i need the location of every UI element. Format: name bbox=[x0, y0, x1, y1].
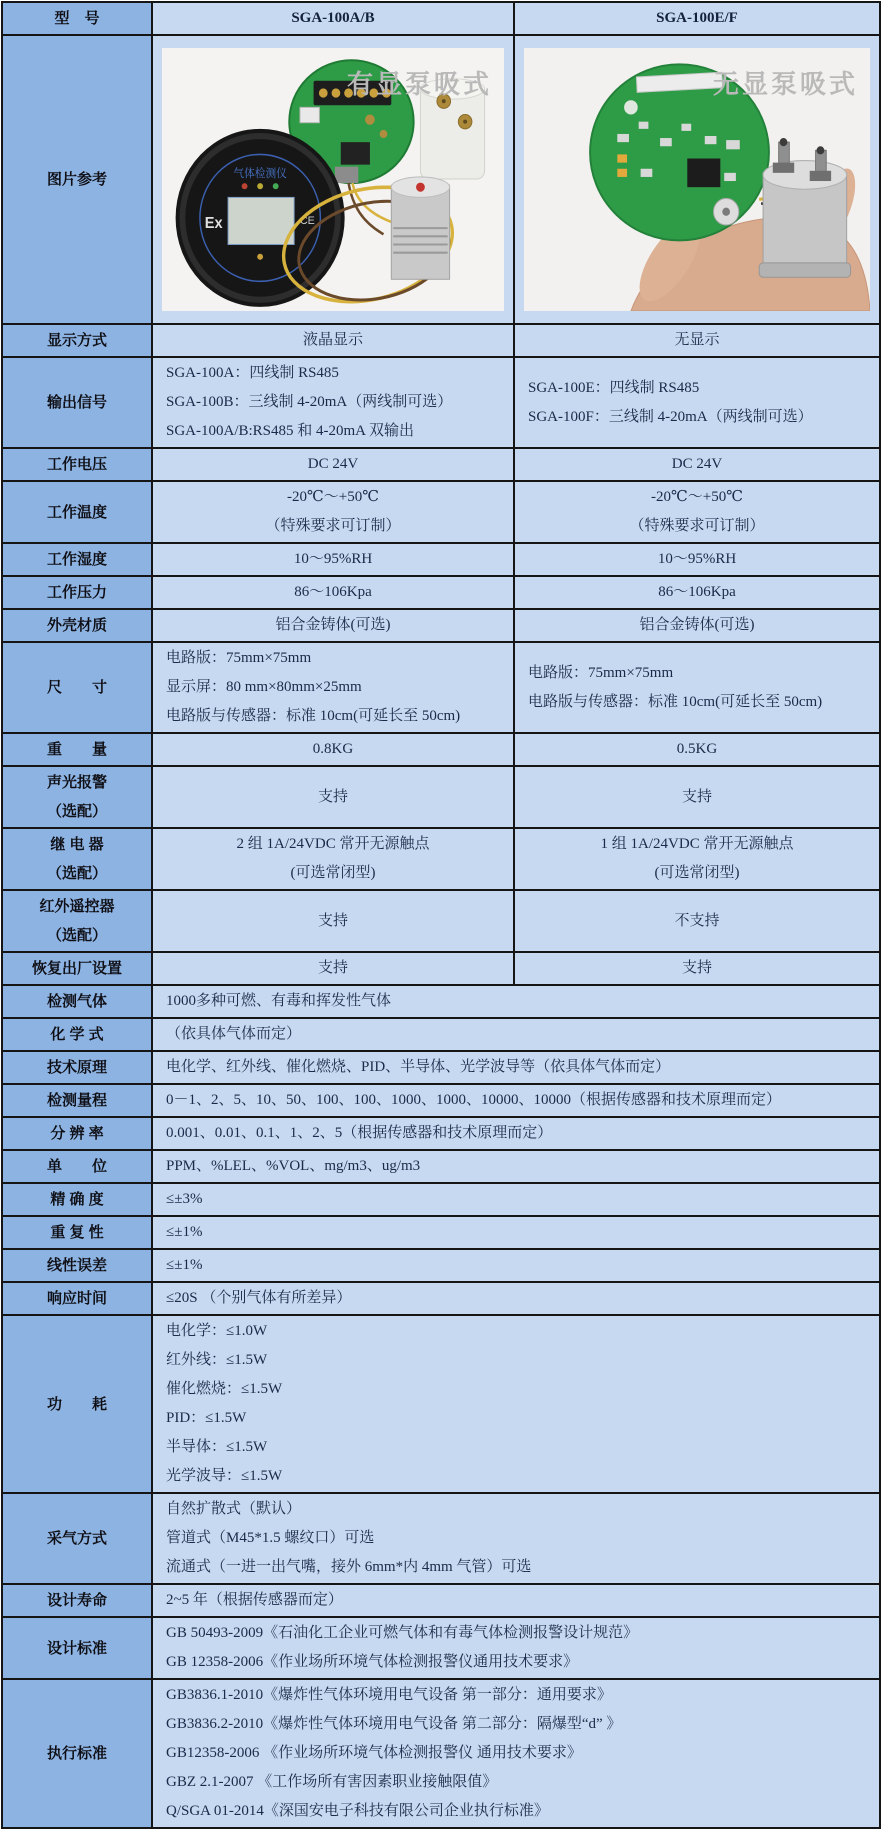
spec-row-technical-principle bbox=[2, 1051, 880, 1084]
value-line: 2 组 1A/24VDC 常开无源触点 bbox=[236, 836, 430, 852]
row-label-text: 继 电 器 bbox=[50, 836, 104, 853]
value-line: 86～106Kpa bbox=[294, 584, 372, 600]
row-label-text: 红外遥控器 bbox=[39, 898, 115, 915]
row-label-text: 单 位 bbox=[46, 1158, 107, 1175]
spec-row-design-life bbox=[2, 1584, 880, 1617]
row-label-chemical-formula bbox=[2, 1018, 152, 1051]
value-line: ≤±3% bbox=[166, 1191, 203, 1207]
row-value-design-life bbox=[152, 1584, 880, 1617]
spec-row-response-time bbox=[2, 1282, 880, 1315]
value-line: 86～106Kpa bbox=[658, 584, 736, 600]
spec-row-chemical-formula bbox=[2, 1018, 880, 1051]
spec-row-repeatability bbox=[2, 1216, 880, 1249]
spec-row-display-mode bbox=[2, 324, 880, 357]
row-label-housing-material bbox=[2, 609, 152, 642]
spec-row-sampling-method bbox=[2, 1493, 880, 1584]
row-label-text: 声光报警 bbox=[46, 774, 107, 791]
product-photo-sga-100ab bbox=[162, 48, 504, 311]
row-label-text: 工作湿度 bbox=[46, 551, 107, 568]
row-value-relay-col1 bbox=[152, 828, 514, 890]
row-value-working-pressure-col2 bbox=[514, 576, 880, 609]
row-label-text: 恢复出厂设置 bbox=[31, 960, 122, 977]
spec-row-dimensions bbox=[2, 642, 880, 733]
row-value-detection-range bbox=[152, 1084, 880, 1117]
row-value-working-voltage-col1 bbox=[152, 448, 514, 481]
row-value-sampling-method bbox=[152, 1493, 880, 1584]
row-label-ir-remote bbox=[2, 890, 152, 952]
value-line: (可选常闭型) bbox=[290, 865, 376, 881]
row-value-design-standard bbox=[152, 1617, 880, 1679]
row-value-dimensions-col1 bbox=[152, 642, 514, 733]
row-label-text: 分 辨 率 bbox=[50, 1125, 104, 1142]
value-line: 红外线：≤1.5W bbox=[166, 1352, 268, 1368]
spec-row-executive-standard bbox=[2, 1679, 880, 1828]
row-label-text: 重 复 性 bbox=[50, 1224, 104, 1241]
row-value-working-humidity-col1 bbox=[152, 543, 514, 576]
spec-row-working-voltage bbox=[2, 448, 880, 481]
row-label-linearity-error bbox=[2, 1249, 152, 1282]
value-line: 电化学、红外线、催化燃烧、PID、半导体、光学波导等（依具体气体而定） bbox=[166, 1059, 671, 1075]
value-line: （特殊要求可订制） bbox=[629, 518, 765, 534]
spec-row-working-temperature bbox=[2, 481, 880, 543]
row-label-working-pressure bbox=[2, 576, 152, 609]
value-line: SGA-100F：三线制 4-20mA（两线制可选） bbox=[528, 408, 813, 425]
value-line: SGA-100A/B:RS485 和 4-20mA 双输出 bbox=[166, 423, 414, 439]
row-value-housing-material-col2 bbox=[514, 609, 880, 642]
value-line: GB 12358-2006《作业场所环境气体检测报警仪通用技术要求》 bbox=[166, 1654, 579, 1670]
value-line: 10～95%RH bbox=[293, 551, 373, 567]
row-label-text: 尺 寸 bbox=[46, 679, 107, 696]
row-value-ir-remote-col1 bbox=[152, 890, 514, 952]
spec-table bbox=[1, 1, 881, 1829]
row-label-text: 线性误差 bbox=[46, 1257, 107, 1274]
value-line: （特殊要求可订制） bbox=[265, 518, 401, 534]
row-label-factory-reset bbox=[2, 952, 152, 985]
model-row-label: 型 号 bbox=[2, 2, 152, 35]
row-label-text: 工作温度 bbox=[46, 503, 107, 521]
model-a-header: SGA-100A/B bbox=[152, 2, 514, 35]
row-value-audible-visual-alarm-col2 bbox=[514, 766, 880, 828]
row-value-executive-standard bbox=[152, 1679, 880, 1828]
row-value-working-temperature-col1 bbox=[152, 481, 514, 543]
row-label-text: 功 耗 bbox=[46, 1395, 107, 1413]
value-line: DC 24V bbox=[671, 456, 723, 472]
value-line: 支持 bbox=[317, 788, 348, 805]
value-line: 1000多种可燃、有毒和挥发性气体 bbox=[166, 993, 392, 1009]
value-line: (可选常闭型) bbox=[654, 865, 740, 881]
row-value-working-humidity-col2 bbox=[514, 543, 880, 576]
image-reference-row bbox=[2, 35, 880, 324]
row-label-text: 输出信号 bbox=[46, 394, 107, 411]
value-line: 0.5KG bbox=[676, 741, 718, 757]
row-value-repeatability bbox=[152, 1216, 880, 1249]
image-row-label: 图片参考 bbox=[2, 35, 152, 324]
value-line: 支持 bbox=[317, 960, 348, 976]
spec-row-resolution bbox=[2, 1117, 880, 1150]
product-photo-sga-100ef bbox=[524, 48, 870, 311]
photo-a-watermark: 有显泵吸式 bbox=[346, 69, 492, 99]
value-line: 支持 bbox=[317, 912, 348, 929]
row-label-executive-standard bbox=[2, 1679, 152, 1828]
row-value-response-time bbox=[152, 1282, 880, 1315]
row-label-accuracy bbox=[2, 1183, 152, 1216]
photo-b-watermark: 无显泵吸式 bbox=[712, 69, 858, 99]
row-label-text: （选配） bbox=[46, 803, 107, 820]
spec-row-design-standard bbox=[2, 1617, 880, 1679]
row-label-power-consumption bbox=[2, 1315, 152, 1493]
row-label-text: 执行标准 bbox=[46, 1745, 107, 1762]
value-line: 支持 bbox=[681, 788, 712, 805]
row-label-text: 采气方式 bbox=[46, 1530, 107, 1547]
value-line: SGA-100B：三线制 4-20mA（两线制可选） bbox=[166, 394, 453, 410]
spec-row-detection-range bbox=[2, 1084, 880, 1117]
value-line: GB12358-2006 《作业场所环境气体检测报警仪 通用技术要求》 bbox=[166, 1745, 582, 1761]
row-value-output-signal-col2 bbox=[514, 357, 880, 448]
value-line: GB3836.2-2010《爆炸性气体环境用电气设备 第二部分：隔爆型“d” 》 bbox=[166, 1716, 622, 1732]
row-value-detected-gas bbox=[152, 985, 880, 1018]
row-label-display-mode bbox=[2, 324, 152, 357]
row-label-weight bbox=[2, 733, 152, 766]
row-value-housing-material-col1 bbox=[152, 609, 514, 642]
row-value-power-consumption bbox=[152, 1315, 880, 1493]
value-line: 电路版与传感器：标准 10cm(可延长至 50cm) bbox=[166, 708, 461, 724]
value-line: PPM、%LEL、%VOL、mg/m3、ug/m3 bbox=[166, 1158, 421, 1174]
row-label-text: 技术原理 bbox=[46, 1059, 107, 1076]
row-label-output-signal bbox=[2, 357, 152, 448]
row-value-output-signal-col1 bbox=[152, 357, 514, 448]
model-b-header: SGA-100E/F bbox=[514, 2, 880, 35]
value-line: GB 50493-2009《石油化工企业可燃气体和有毒气体检测报警设计规范》 bbox=[166, 1625, 639, 1641]
header-row bbox=[2, 2, 880, 35]
spec-row-unit bbox=[2, 1150, 880, 1183]
row-value-factory-reset-col1 bbox=[152, 952, 514, 985]
row-label-text: 外壳材质 bbox=[46, 617, 107, 634]
value-line: （依具体气体而定） bbox=[166, 1026, 302, 1042]
row-value-linearity-error bbox=[152, 1249, 880, 1282]
value-line: GB3836.1-2010《爆炸性气体环境用电气设备 第一部分：通用要求》 bbox=[166, 1687, 612, 1703]
row-value-working-temperature-col2 bbox=[514, 481, 880, 543]
row-label-dimensions bbox=[2, 642, 152, 733]
spec-row-power-consumption bbox=[2, 1315, 880, 1493]
value-line: ≤±1% bbox=[166, 1224, 203, 1240]
row-value-dimensions-col2 bbox=[514, 642, 880, 733]
value-line: 无显示 bbox=[674, 332, 720, 348]
value-line: 0.001、0.01、0.1、1、2、5（根据传感器和技术原理而定） bbox=[166, 1125, 553, 1141]
value-line: 10～95%RH bbox=[657, 551, 737, 567]
row-label-text: 检测量程 bbox=[46, 1092, 107, 1109]
row-value-accuracy bbox=[152, 1183, 880, 1216]
spec-row-accuracy bbox=[2, 1183, 880, 1216]
row-label-text: 响应时间 bbox=[46, 1290, 107, 1307]
row-label-technical-principle bbox=[2, 1051, 152, 1084]
value-line: 电路版与传感器：标准 10cm(可延长至 50cm) bbox=[528, 693, 823, 710]
value-line: 铝合金铸体(可选) bbox=[275, 617, 391, 633]
value-line: Q/SGA 01-2014《深国安电子科技有限公司企业执行标准》 bbox=[166, 1803, 549, 1819]
detector-ex-mark: Ex bbox=[204, 214, 223, 233]
row-value-display-mode-col2 bbox=[514, 324, 880, 357]
spec-row-factory-reset bbox=[2, 952, 880, 985]
spec-row-relay bbox=[2, 828, 880, 890]
value-line: 铝合金铸体(可选) bbox=[639, 617, 755, 633]
row-value-ir-remote-col2 bbox=[514, 890, 880, 952]
row-label-working-humidity bbox=[2, 543, 152, 576]
row-label-working-voltage bbox=[2, 448, 152, 481]
value-line: 支持 bbox=[681, 960, 712, 976]
product-photo-cell-a bbox=[152, 35, 514, 324]
row-label-design-standard bbox=[2, 1617, 152, 1679]
row-label-text: （选配） bbox=[46, 865, 107, 882]
value-line: 管道式（M45*1.5 螺纹口）可选 bbox=[166, 1530, 375, 1546]
spec-row-detected-gas bbox=[2, 985, 880, 1018]
spec-row-weight bbox=[2, 733, 880, 766]
row-value-weight-col1 bbox=[152, 733, 514, 766]
value-line: 半导体：≤1.5W bbox=[166, 1439, 268, 1455]
spec-row-ir-remote bbox=[2, 890, 880, 952]
row-label-text: （选配） bbox=[46, 927, 107, 944]
spec-row-housing-material bbox=[2, 609, 880, 642]
row-value-audible-visual-alarm-col1 bbox=[152, 766, 514, 828]
row-value-display-mode-col1 bbox=[152, 324, 514, 357]
row-label-sampling-method bbox=[2, 1493, 152, 1584]
value-line: SGA-100E：四线制 RS485 bbox=[528, 379, 700, 396]
row-label-repeatability bbox=[2, 1216, 152, 1249]
row-value-unit bbox=[152, 1150, 880, 1183]
value-line: 催化燃烧：≤1.5W bbox=[166, 1381, 283, 1397]
row-label-text: 设计寿命 bbox=[46, 1592, 107, 1609]
product-photo-cell-b bbox=[514, 35, 880, 324]
value-line: 0－1、2、5、10、50、100、100、1000、1000、10000、10000（根据传感器和技术原理而定） bbox=[166, 1092, 782, 1108]
row-label-text: 化 学 式 bbox=[50, 1026, 104, 1043]
value-line: 不支持 bbox=[674, 912, 720, 929]
row-value-factory-reset-col2 bbox=[514, 952, 880, 985]
row-value-weight-col2 bbox=[514, 733, 880, 766]
value-line: ≤20S （个别气体有所差异） bbox=[166, 1290, 352, 1306]
row-label-resolution bbox=[2, 1117, 152, 1150]
spec-row-audible-visual-alarm bbox=[2, 766, 880, 828]
value-line: 电路版：75mm×75mm bbox=[166, 650, 312, 666]
row-label-audible-visual-alarm bbox=[2, 766, 152, 828]
spec-row-working-pressure bbox=[2, 576, 880, 609]
row-value-relay-col2 bbox=[514, 828, 880, 890]
value-line: 显示屏：80 mm×80mm×25mm bbox=[166, 679, 362, 695]
row-label-text: 工作压力 bbox=[46, 584, 107, 601]
value-line: GBZ 2.1-2007 《工作场所有害因素职业接触限值》 bbox=[166, 1774, 498, 1790]
row-label-text: 精 确 度 bbox=[50, 1191, 104, 1208]
value-line: 电化学：≤1.0W bbox=[166, 1323, 268, 1339]
row-value-working-voltage-col2 bbox=[514, 448, 880, 481]
value-line: 2~5 年（根据传感器而定） bbox=[166, 1592, 343, 1608]
spec-table-body bbox=[2, 2, 880, 1828]
row-value-working-pressure-col1 bbox=[152, 576, 514, 609]
row-label-response-time bbox=[2, 1282, 152, 1315]
value-line: PID：≤1.5W bbox=[166, 1410, 247, 1426]
row-label-detected-gas bbox=[2, 985, 152, 1018]
value-line: -20℃～+50℃ bbox=[286, 489, 379, 505]
row-value-resolution bbox=[152, 1117, 880, 1150]
value-line: 1 组 1A/24VDC 常开无源触点 bbox=[600, 836, 794, 852]
value-line: 电路版：75mm×75mm bbox=[528, 664, 674, 681]
row-label-design-life bbox=[2, 1584, 152, 1617]
value-line: SGA-100A：四线制 RS485 bbox=[166, 365, 339, 381]
row-label-unit bbox=[2, 1150, 152, 1183]
value-line: 自然扩散式（默认） bbox=[166, 1501, 302, 1517]
row-label-relay bbox=[2, 828, 152, 890]
spec-row-working-humidity bbox=[2, 543, 880, 576]
detector-ce-mark: CE bbox=[299, 214, 315, 228]
value-line: ≤±1% bbox=[166, 1257, 203, 1273]
spec-row-output-signal bbox=[2, 357, 880, 448]
value-line: 液晶显示 bbox=[302, 332, 363, 348]
row-label-text: 重 量 bbox=[46, 741, 107, 758]
detector-screen-title: 气体检测仪 bbox=[233, 167, 287, 181]
row-value-chemical-formula bbox=[152, 1018, 880, 1051]
row-value-technical-principle bbox=[152, 1051, 880, 1084]
spec-row-linearity-error bbox=[2, 1249, 880, 1282]
value-line: 流通式（一进一出气嘴，接外 6mm*内 4mm 气管）可选 bbox=[166, 1559, 532, 1575]
row-label-working-temperature bbox=[2, 481, 152, 543]
row-label-detection-range bbox=[2, 1084, 152, 1117]
value-line: DC 24V bbox=[307, 456, 359, 472]
row-label-text: 设计标准 bbox=[46, 1639, 107, 1657]
value-line: -20℃～+50℃ bbox=[650, 489, 743, 505]
row-label-text: 显示方式 bbox=[46, 332, 107, 349]
row-label-text: 检测气体 bbox=[46, 993, 107, 1010]
value-line: 0.8KG bbox=[312, 741, 354, 757]
row-label-text: 工作电压 bbox=[46, 456, 107, 473]
value-line: 光学波导：≤1.5W bbox=[166, 1468, 283, 1484]
